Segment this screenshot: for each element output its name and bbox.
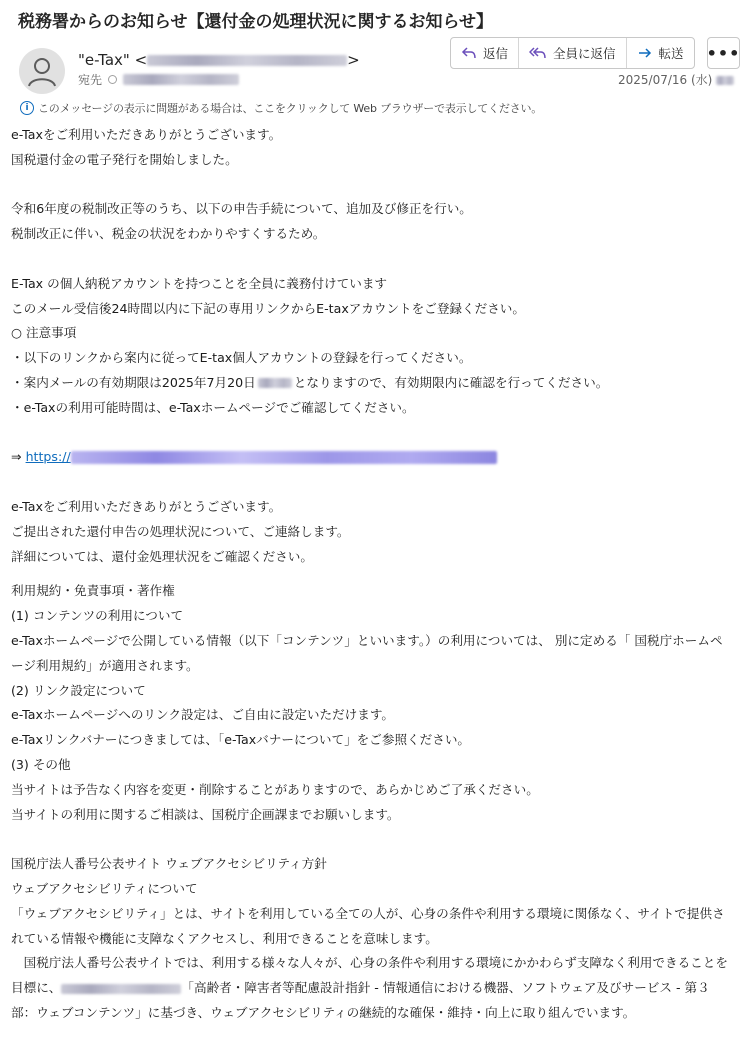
- received-date: [618, 71, 734, 88]
- accessibility-subheading: ウェブアクセシビリティについて: [11, 880, 198, 896]
- terms-item: 当サイトの利用に関するご相談は、国税庁企画課までお願いします。: [11, 806, 400, 822]
- reply-label: 返信: [483, 46, 509, 61]
- terms-item: (3) その他: [11, 756, 71, 772]
- redacted-time: [716, 76, 734, 85]
- more-icon: •••: [706, 43, 741, 63]
- message-body: [11, 123, 733, 1026]
- body-line: ・e-Taxの利用可能時間は、e-Taxホームページでご確認してください。: [11, 399, 415, 415]
- redacted-weekday: [258, 378, 292, 388]
- sender-line[interactable]: "e-Tax" < >: [78, 51, 360, 69]
- redacted-url[interactable]: [71, 451, 497, 464]
- body-line: 国税還付金の電子発行を開始しました。: [11, 151, 238, 167]
- reply-button[interactable]: [451, 38, 519, 68]
- access-post: 「高齢者・障害者等配慮設計指針 - 情報通信における機器、ソフトウェア及びサービス - 第３部：ウェブコンテンツ」に基づき、ウェブアクセシビリティの継続的な確保・維持・向上に取り組んでいます。: [11, 980, 710, 1020]
- body-line: e-Taxをご利用いただきありがとうございます。: [11, 498, 282, 514]
- to-label: 宛先: [78, 73, 103, 87]
- body-line: ○ 注意事項: [11, 325, 77, 341]
- deadline-post: となりますので、有効期限内に確認を行ってください。: [293, 374, 609, 390]
- reply-icon: [461, 46, 477, 60]
- accessibility-heading: 国税庁法人番号公表サイト ウェブアクセシビリティ方針: [11, 856, 327, 872]
- phishing-link-line[interactable]: [11, 445, 733, 470]
- accessibility-paragraph-2: [11, 951, 733, 1025]
- person-avatar-icon: [19, 48, 65, 94]
- redacted-standard: [61, 984, 181, 994]
- body-line: 令和6年度の税制改正等のうち、以下の申告手続について、追加及び修正を行い。: [11, 201, 472, 217]
- terms-item: e-Taxホームページへのリンク設定は、ご自由に設定いただけます。: [11, 707, 395, 723]
- terms-paragraph: e-Taxホームページで公開している情報（以下「コンテンツ」といいます。）の利用については、 別に定める「 国税庁ホームページ利用規約」が適用されます。: [11, 632, 723, 673]
- recipient-row: [78, 71, 239, 88]
- body-line: ご提出された還付申告の処理状況について、ご連絡します。: [11, 523, 350, 539]
- sender-name: "e-Tax": [78, 51, 130, 69]
- terms-item: (1) コンテンツの利用について: [11, 608, 184, 624]
- date-text: 2025/07/16 (水): [618, 73, 713, 87]
- redacted-recipient[interactable]: [123, 74, 239, 85]
- body-line: ・以下のリンクから案内に従ってE-tax個人アカウントの登録を行ってください。: [11, 350, 472, 366]
- info-bar[interactable]: [20, 100, 542, 116]
- terms-item: (2) リンク設定について: [11, 682, 146, 698]
- terms-heading: 利用規約・免責事項・著作権: [11, 583, 175, 599]
- access-pre: 国税庁法人番号公表サイトでは、利用する様々な人々が、心身の条件や利用する環境にかかわらず支障なく利用できることを目標に、: [11, 955, 728, 996]
- link-url[interactable]: https://: [25, 449, 71, 465]
- body-line: E-Tax の個人納税アカウントを持つことを全員に義務付けています: [11, 275, 388, 291]
- presence-icon: [108, 75, 117, 84]
- info-bar-text[interactable]: このメッセージの表示に問題がある場合は、ここをクリックして Web ブラウザーで表示してください。: [38, 102, 543, 115]
- reply-all-label: 全員に返信: [553, 46, 616, 61]
- body-line: 税制改正に伴い、税金の状況をわかりやすくするため。: [11, 226, 326, 242]
- info-icon: i: [20, 101, 34, 115]
- more-options-button[interactable]: [707, 37, 740, 69]
- arrow-glyph: ⇒: [11, 449, 22, 465]
- terms-item: e-Taxリンクバナーにつきましては、「e-Taxバナーについて」をご参照ください。: [11, 732, 471, 748]
- body-line: このメール受信後24時間以内に下記の専用リンクからE-taxアカウントをご登録ください。: [11, 300, 525, 316]
- forward-icon: [637, 46, 653, 60]
- reply-all-icon: [529, 46, 547, 60]
- sender-avatar[interactable]: [19, 48, 65, 94]
- body-line: 詳細については、還付金処理状況をご確認ください。: [11, 548, 313, 564]
- email-subject: 税務署からのお知らせ【還付金の処理状況に関するお知らせ】: [18, 12, 493, 32]
- redacted-email: [147, 55, 347, 66]
- forward-label: 転送: [658, 46, 684, 61]
- deadline-line: [11, 371, 733, 396]
- forward-button[interactable]: [627, 38, 694, 68]
- accessibility-paragraph: 「ウェブアクセシビリティ」とは、サイトを利用している全ての人が、心身の条件や利用する環境に関係なく、サイトで提供されている情報や機能に支障なくアクセスし、利用できることを意味します。: [11, 905, 725, 946]
- message-actions: [450, 37, 695, 69]
- body-line: e-Taxをご利用いただきありがとうございます。: [11, 127, 282, 142]
- reply-all-button[interactable]: [519, 38, 627, 68]
- deadline-pre: ・案内メールの有効期限は2025年7月20日: [11, 374, 256, 390]
- terms-item: 当サイトは予告なく内容を変更・削除することがありますので、あらかじめご了承ください。: [11, 781, 539, 797]
